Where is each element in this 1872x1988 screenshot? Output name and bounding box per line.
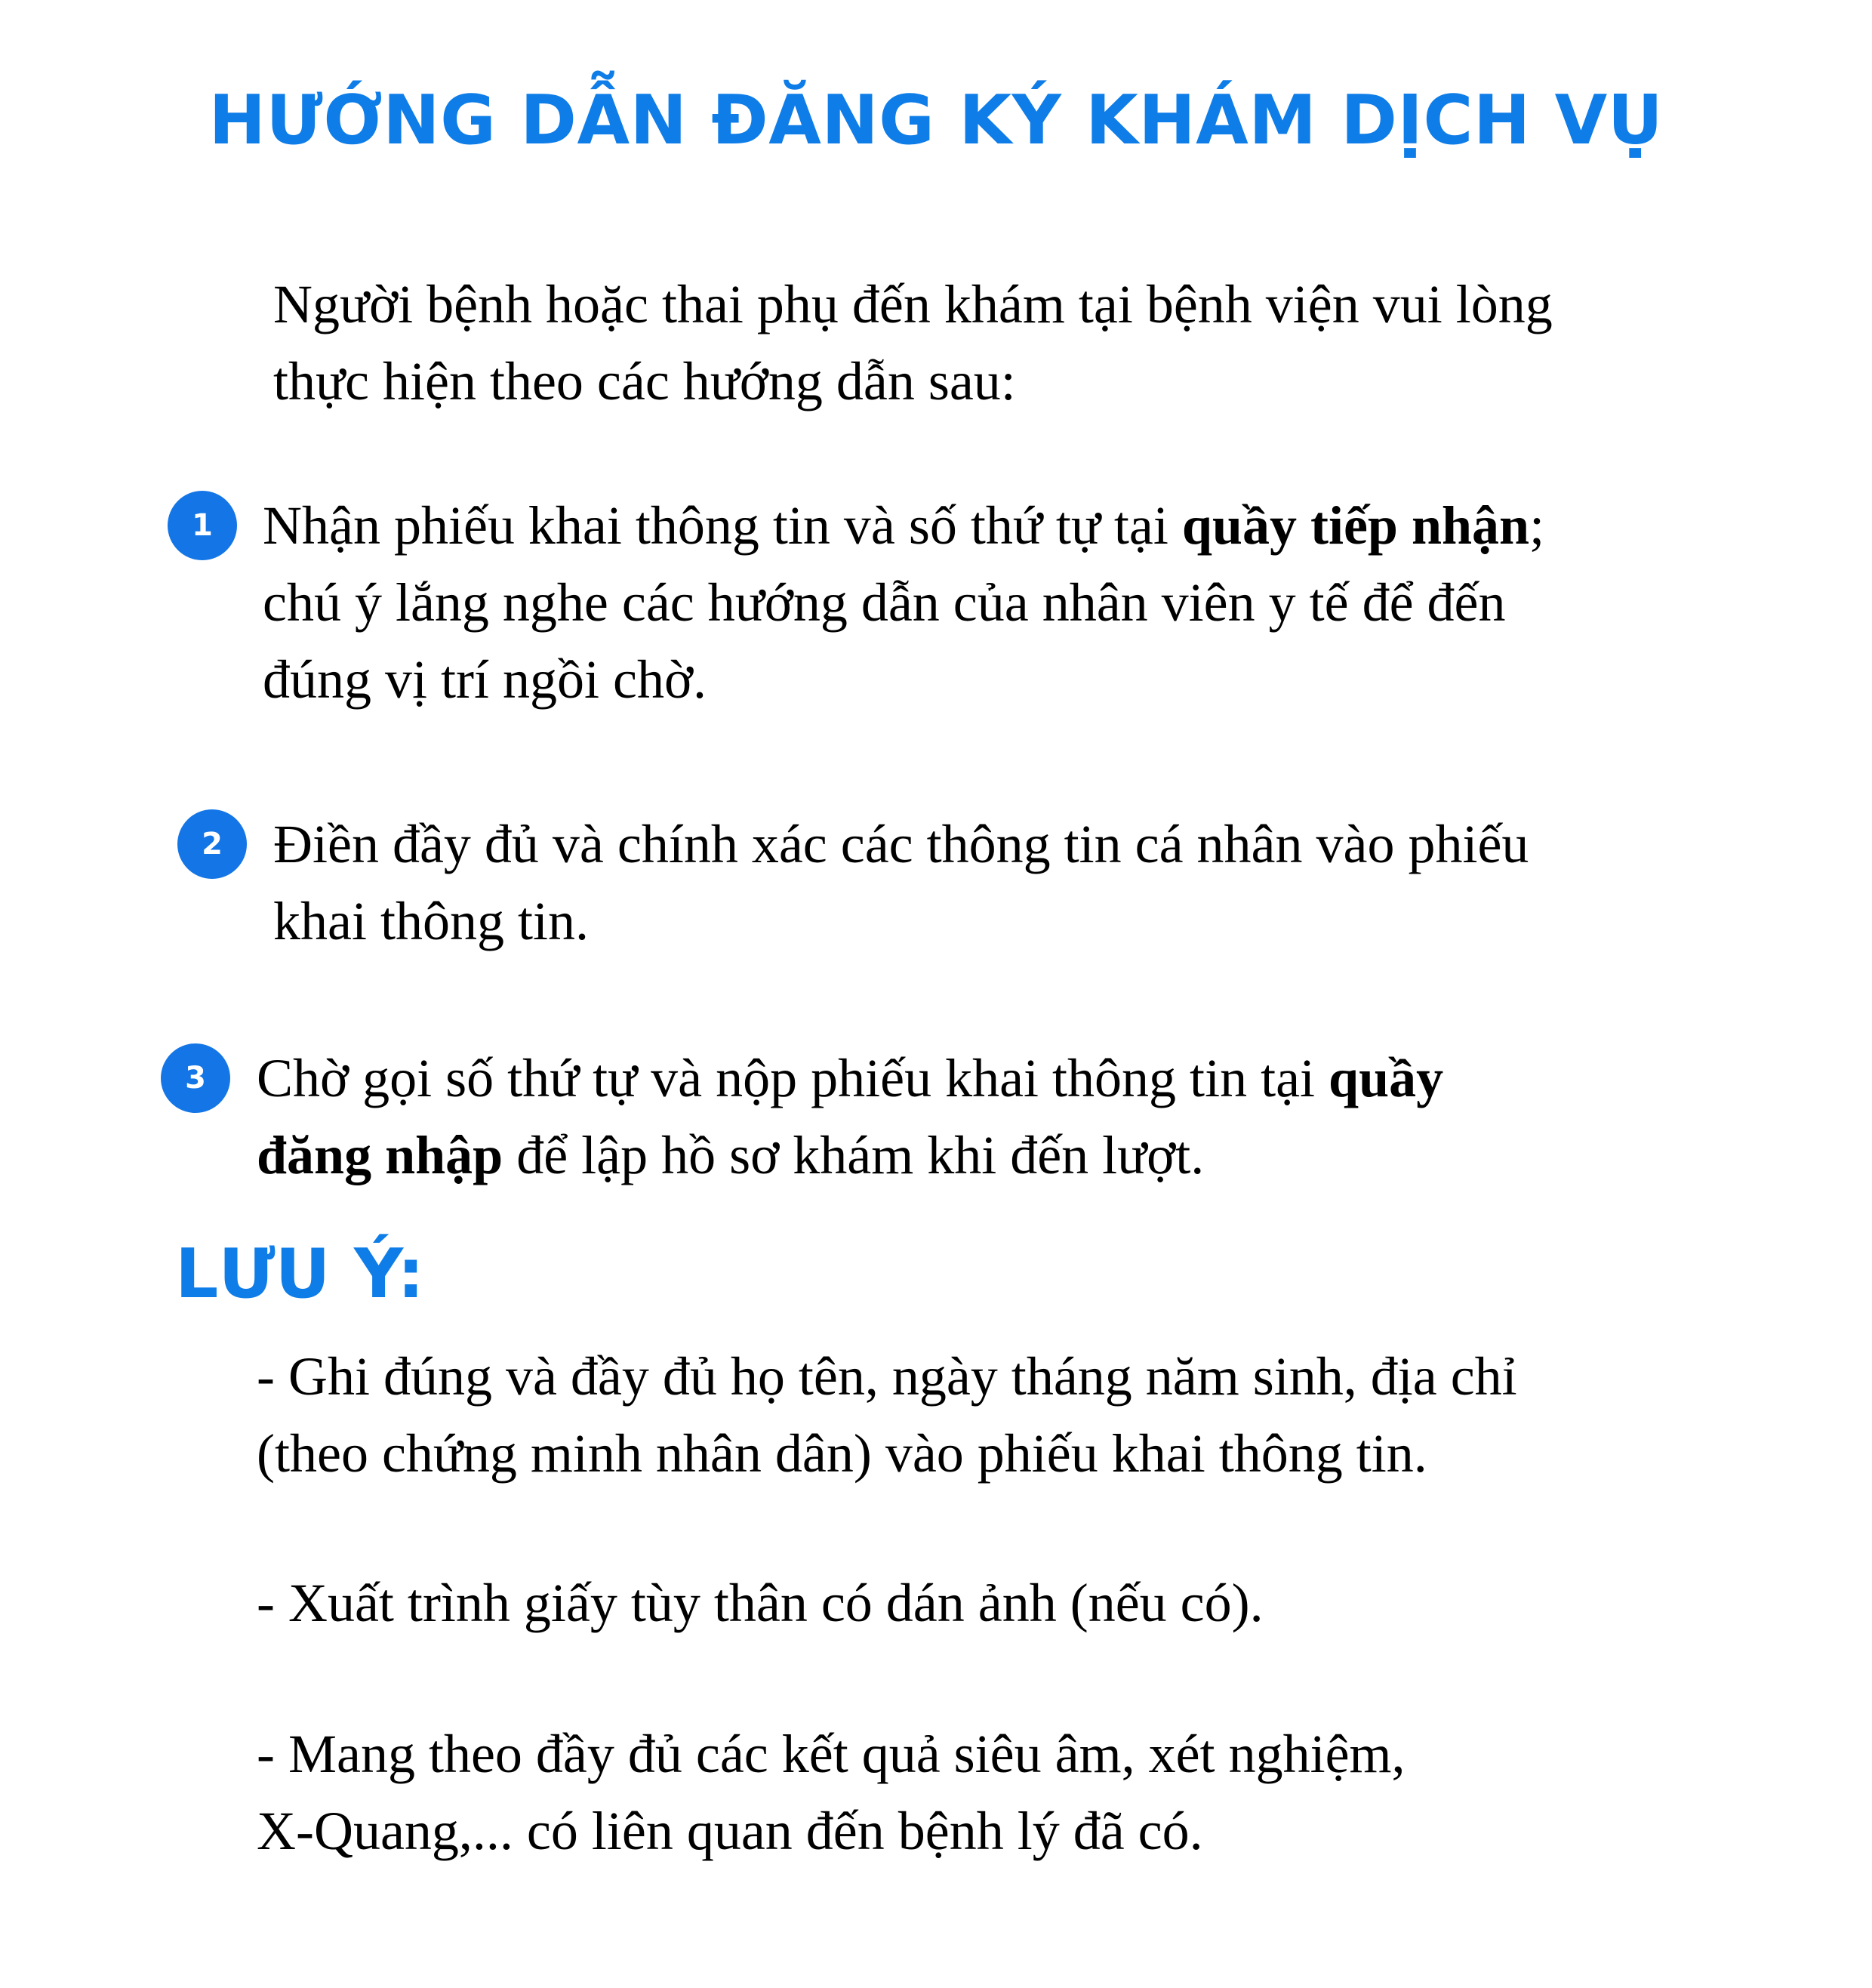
intro-paragraph [273, 266, 1798, 420]
note-item [257, 1715, 1406, 1869]
step-line: chú ý lắng nghe các hướng dẫn của nhân viên y tế để đến [263, 572, 1506, 633]
step-text [263, 487, 1544, 718]
note-line: - Mang theo đầy đủ các kết quả siêu âm, xét nghiệm, [257, 1724, 1406, 1784]
step-line: Điền đầy đủ và chính xác các thông tin cá nhân vào phiếu [273, 814, 1529, 874]
intro-line: Người bệnh hoặc thai phụ đến khám tại bệnh viện vui lòng [273, 274, 1553, 334]
intro-line: thực hiện theo các hướng dẫn sau: [273, 351, 1016, 411]
note-line: - Xuất trình giấy tùy thân có dán ảnh (nếu có). [257, 1573, 1264, 1633]
step-number-badge: 2 [177, 809, 247, 879]
note-line: X-Quang,... có liên quan đến bệnh lý đã có. [257, 1801, 1203, 1861]
page-title: HƯỚNG DẪN ĐĂNG KÝ KHÁM DỊCH VỤ [208, 81, 1664, 160]
step-number-badge: 3 [161, 1043, 230, 1113]
step-line: đăng nhập để lập hồ sơ khám khi đến lượt. [257, 1125, 1205, 1185]
step-line: đúng vị trí ngồi chờ. [263, 649, 707, 710]
step-text [257, 1040, 1443, 1194]
step-line: khai thông tin. [273, 891, 589, 951]
step-highlight: quầy tiếp nhận [1181, 495, 1530, 556]
step-text [273, 806, 1529, 960]
step-line: Chờ gọi số thứ tự và nộp phiếu khai thông tin tại quầy [257, 1048, 1444, 1108]
step-highlight: đăng nhập [257, 1125, 503, 1185]
note-line: (theo chứng minh nhân dân) vào phiếu khai thông tin. [257, 1423, 1427, 1484]
notes-heading: LƯU Ý: [175, 1234, 425, 1314]
note-item [257, 1564, 1264, 1641]
note-line: - Ghi đúng và đầy đủ họ tên, ngày tháng năm sinh, địa chỉ [257, 1346, 1517, 1407]
step-number-badge: 1 [168, 491, 237, 560]
step-line: Nhận phiếu khai thông tin và số thứ tự tại quầy tiếp nhận; [263, 495, 1545, 556]
step-highlight: quầy [1329, 1048, 1444, 1108]
note-item [257, 1338, 1517, 1492]
